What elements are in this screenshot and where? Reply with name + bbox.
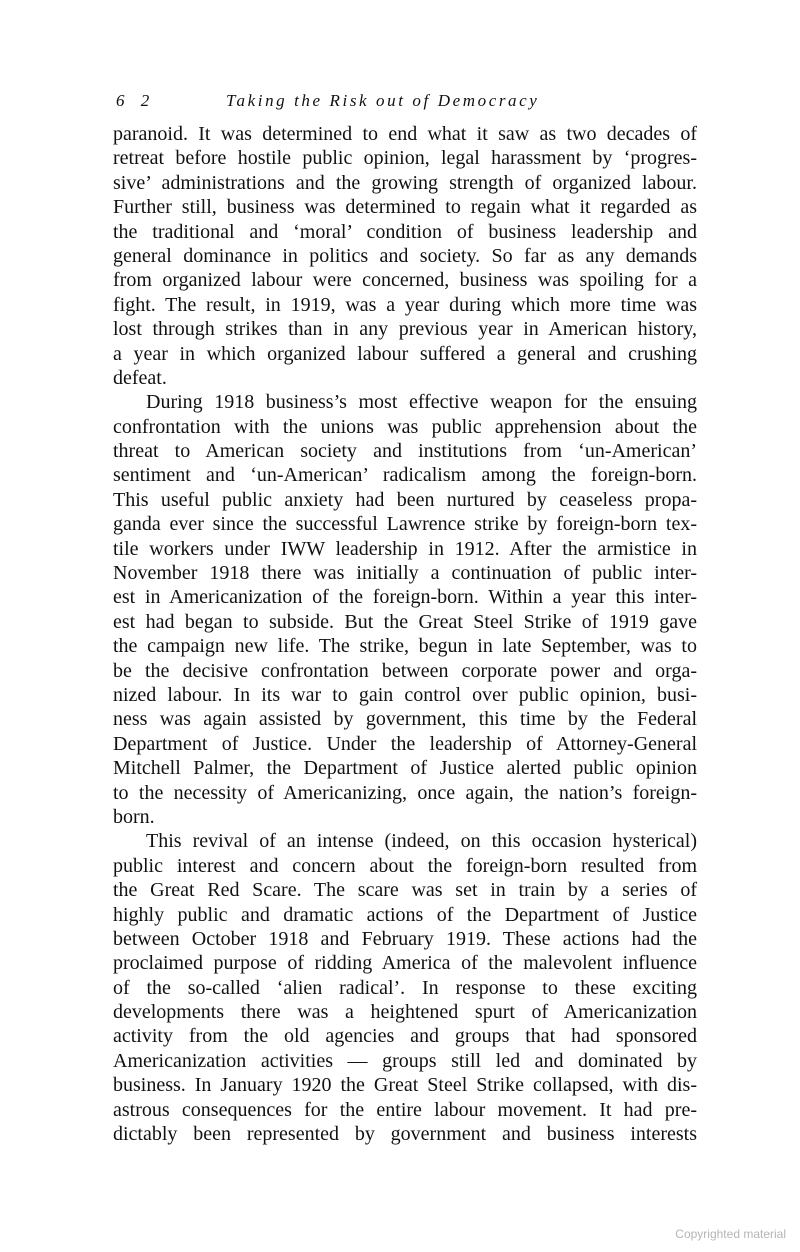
text-line: a year in which organized labour suffered a general and crushing	[113, 342, 697, 365]
text-line: astrous consequences for the entire labour movement. It had pre-	[113, 1098, 697, 1121]
text-line: During 1918 business’s most effective weapon for the ensuing	[146, 391, 697, 414]
text-line: to the necessity of Americanizing, once again, the nation’s foreign-	[113, 781, 697, 804]
text-line: proclaimed purpose of ridding America of the malevolent influence	[113, 952, 697, 975]
text-line: retreat before hostile public opinion, legal harassment by ‘progres-	[113, 147, 697, 170]
text-line: defeat.	[113, 366, 167, 389]
text-line: ganda ever since the successful Lawrence strike by foreign-born tex-	[113, 513, 697, 536]
text-line: business. In January 1920 the Great Steel Strike collapsed, with dis-	[113, 1074, 697, 1097]
text-line: born.	[113, 805, 155, 828]
text-line: This useful public anxiety had been nurtured by ceaseless propa-	[113, 488, 697, 511]
page-header	[116, 88, 716, 114]
text-line: of the so-called ‘alien radical’. In response to these exciting	[113, 976, 697, 999]
running-title: Taking the Risk out of Democracy	[226, 91, 540, 110]
text-line: the Great Red Scare. The scare was set in train by a series of	[113, 879, 697, 902]
text-line: paranoid. It was determined to end what it saw as two decades of	[113, 123, 697, 145]
text-line: between October 1918 and February 1919. These actions had the	[113, 927, 697, 950]
text-line: fight. The result, in 1919, was a year during which more time was	[113, 293, 697, 316]
copyright-watermark: Copyrighted material	[675, 1227, 786, 1241]
text-line: from organized labour were concerned, business was spoiling for a	[113, 269, 697, 292]
text-line: tile workers under IWW leadership in 1912. After the armistice in	[113, 537, 697, 560]
text-line: November 1918 there was initially a continuation of public inter-	[113, 562, 697, 585]
text-line: nized labour. In its war to gain control over public opinion, busi-	[113, 683, 697, 706]
text-line: be the decisive confrontation between corporate power and orga-	[113, 659, 697, 682]
text-line: est in Americanization of the foreign-born. Within a year this inter-	[113, 586, 697, 609]
text-line: the traditional and ‘moral’ condition of business leadership and	[113, 220, 697, 243]
text-line: sentiment and ‘un-American’ radicalism among the foreign-born.	[113, 464, 697, 487]
text-line: Department of Justice. Under the leadership of Attorney-General	[113, 732, 697, 755]
text-line: Mitchell Palmer, the Department of Justice alerted public opinion	[113, 757, 697, 780]
text-line: confrontation with the unions was public apprehension about the	[113, 415, 697, 438]
text-line: developments there was a heightened spurt of Americanization	[113, 1001, 697, 1024]
text-line: ness was again assisted by government, this time by the Federal	[113, 708, 697, 731]
text-line: sive’ administrations and the growing strength of organized labour.	[113, 171, 697, 194]
text-line: activity from the old agencies and groups that had sponsored	[113, 1025, 697, 1048]
body-text	[113, 122, 697, 1146]
text-line: lost through strikes than in any previous year in American history,	[113, 318, 697, 341]
text-line: general dominance in politics and society. So far as any demands	[113, 244, 697, 267]
text-line: This revival of an intense (indeed, on this occasion hysterical)	[146, 830, 697, 853]
text-line: est had began to subside. But the Great Steel Strike of 1919 gave	[113, 610, 697, 633]
text-line: dictably been represented by government and business interests	[113, 1123, 697, 1146]
text-line: highly public and dramatic actions of the Department of Justice	[113, 903, 697, 926]
text-line: public interest and concern about the foreign-born resulted from	[113, 854, 697, 877]
text-line: threat to American society and institutions from ‘un-American’	[113, 440, 697, 463]
text-line: Americanization activities — groups still led and dominated by	[113, 1049, 697, 1072]
text-line: Further still, business was determined to regain what it regarded as	[113, 196, 697, 219]
text-line: the campaign new life. The strike, begun in late September, was to	[113, 635, 697, 658]
page-number: 6 2	[116, 91, 156, 110]
